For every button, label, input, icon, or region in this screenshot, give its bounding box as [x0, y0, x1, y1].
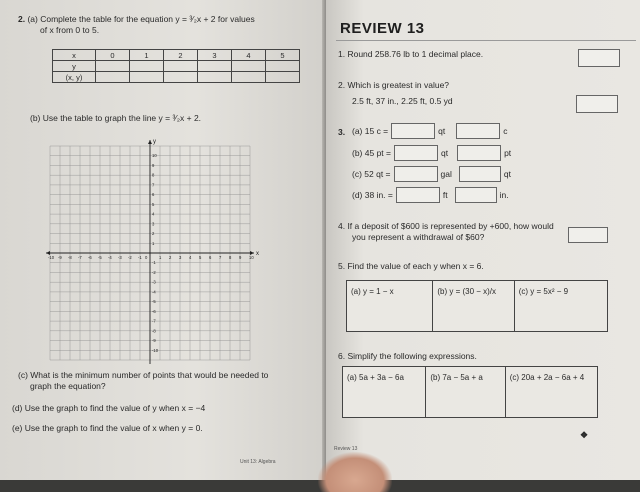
values-table [52, 49, 300, 83]
question-3c [352, 166, 511, 182]
answer-cell-5c[interactable]: (c) y = 5x² − 9 [518, 287, 569, 296]
table-row-label: y [53, 61, 96, 72]
table-input-cell[interactable] [266, 61, 300, 72]
x-tick-label: 9 [239, 255, 242, 260]
page-footer: Unit 13: Algebra [240, 459, 276, 465]
question-5: 5. Find the value of each y when x = 6. [338, 261, 484, 271]
table-row [53, 61, 300, 72]
question-2d: (d) Use the graph to find the value of y when x = −4 [12, 403, 206, 413]
x-tick-label: -5 [98, 255, 102, 260]
x-tick-label: 5 [199, 255, 202, 260]
title-divider [336, 40, 636, 41]
table-input-cell[interactable] [266, 72, 300, 83]
x-tick-label: -9 [58, 255, 62, 260]
y-tick-label: 9 [152, 162, 155, 168]
table-input-cell[interactable] [96, 61, 130, 72]
table-cell: 0 [96, 50, 130, 61]
x-tick-label: 8 [229, 255, 232, 260]
answer-cell-5a[interactable]: (a) y = 1 − x [347, 281, 433, 331]
table-cell: 5 [266, 50, 300, 61]
y-axis-arrow [148, 140, 152, 144]
conversion-label: (b) 45 pt = [352, 148, 391, 158]
question-number: 2. [18, 14, 26, 24]
unit-label: gal [440, 169, 452, 179]
tick-labels [48, 139, 259, 353]
x-tick-label: -6 [88, 255, 92, 260]
y-tick-label: 4 [152, 211, 155, 217]
y-tick-label: 1 [152, 240, 155, 246]
table-input-cell[interactable] [232, 61, 266, 72]
y-tick-label: -3 [152, 279, 156, 285]
answer-input[interactable] [456, 123, 500, 139]
answer-input[interactable] [459, 166, 501, 182]
unit-label: qt [440, 148, 449, 158]
question-2: 2. Which is greatest in value? [338, 80, 450, 90]
table-row [53, 50, 300, 61]
x-tick-label: -4 [108, 255, 112, 260]
y-tick-label: -5 [152, 299, 156, 305]
question-5-answer-grid [346, 280, 608, 332]
y-tick-label: 6 [152, 192, 155, 198]
y-tick-label: 8 [152, 172, 155, 178]
answer-box-2[interactable] [576, 95, 618, 113]
table-input-cell[interactable] [164, 61, 198, 72]
table-cell: 1 [130, 50, 164, 61]
question-2c-continued: graph the equation? [30, 381, 106, 391]
page-footer: Review 13 [334, 446, 358, 452]
answer-input[interactable] [394, 166, 438, 182]
table-input-cell[interactable] [198, 61, 232, 72]
question-2a [18, 14, 318, 24]
answer-input[interactable] [394, 145, 438, 161]
question-part-label: (a) [27, 14, 38, 24]
answer-input[interactable] [391, 123, 435, 139]
unit-label: qt [503, 169, 511, 179]
table-input-cell[interactable] [198, 72, 232, 83]
coordinate-grid[interactable] [44, 136, 259, 366]
answer-box-4[interactable] [568, 227, 608, 243]
y-tick-label: -9 [152, 338, 156, 344]
y-tick-label: 10 [152, 153, 157, 159]
question-text-continued: of x from 0 to 5. [40, 25, 100, 35]
x-tick-label: 2 [169, 255, 172, 260]
table-row-label: x [53, 50, 96, 61]
conversion-label: (c) 52 qt = [352, 169, 391, 179]
answer-cell-6b[interactable]: (b) 7a − 5a + a [426, 367, 505, 417]
unit-label: qt [438, 126, 446, 136]
table-input-cell[interactable] [232, 72, 266, 83]
answer-input[interactable] [455, 187, 497, 203]
y-tick-label: 3 [152, 221, 155, 227]
question-3d [352, 187, 509, 203]
x-tick-label: -10 [48, 255, 55, 260]
table-cell: 2 [164, 50, 198, 61]
question-1: 1. Round 258.76 lb to 1 decimal place. [338, 49, 484, 59]
unit-label: c [503, 126, 508, 136]
table-input-cell[interactable] [130, 72, 164, 83]
y-tick-label: -4 [152, 289, 156, 295]
thumb-shadow [318, 452, 392, 492]
question-4-continued: you represent a withdrawal of $60? [352, 232, 485, 242]
table-row [53, 72, 300, 83]
y-tick-label: 5 [152, 201, 155, 207]
x-tick-label: 3 [179, 255, 182, 260]
y-tick-label: 7 [152, 182, 155, 188]
conversion-label: (d) 38 in. = [352, 190, 393, 200]
x-tick-label: 6 [209, 255, 212, 260]
answer-box-1[interactable] [578, 49, 620, 67]
table-cell: 4 [232, 50, 266, 61]
question-6: 6. Simplify the following expressions. [338, 351, 477, 361]
question-2e: (e) Use the graph to find the value of x when y = 0. [12, 423, 203, 433]
table-input-cell[interactable] [130, 61, 164, 72]
question-text: Complete the table for the equation y = ³⁄₂x + 2 for values [40, 14, 255, 24]
table-row-label: (x, y) [53, 72, 96, 83]
question-2-options: 2.5 ft, 37 in., 2.25 ft, 0.5 yd [352, 96, 453, 106]
y-axis-label: y [153, 139, 156, 145]
answer-cell-6c[interactable]: (c) 20a + 2a − 6a + 4 [509, 373, 585, 382]
left-page [0, 0, 326, 480]
x-axis-label: x [256, 251, 259, 257]
unit-label: ft [442, 190, 448, 200]
origin-label: 0 [145, 255, 148, 260]
conversion-label: (a) 15 c = [352, 126, 389, 136]
question-6-answer-grid [342, 366, 598, 418]
x-tick-label: -1 [138, 255, 142, 260]
unit-label: pt [504, 148, 512, 158]
x-tick-label: 4 [189, 255, 192, 260]
x-tick-label: 1 [159, 255, 162, 260]
x-tick-label: -8 [68, 255, 72, 260]
y-tick-label: -6 [152, 308, 156, 314]
x-tick-label: 7 [219, 255, 222, 260]
x-tick-label: 10 [249, 255, 254, 260]
y-tick-label: 2 [152, 231, 155, 237]
page-title: REVIEW 13 [340, 20, 425, 37]
unit-label: in. [499, 190, 509, 200]
question-2c: (c) What is the minimum number of points that would be needed to [18, 370, 269, 380]
x-tick-label: -7 [78, 255, 82, 260]
y-tick-label: -7 [152, 318, 156, 324]
y-tick-label: -1 [152, 260, 156, 266]
table-cell: 3 [198, 50, 232, 61]
axes [46, 140, 254, 364]
question-3b [352, 145, 511, 161]
answer-input[interactable] [396, 187, 440, 203]
y-tick-label: -2 [152, 269, 156, 275]
x-tick-label: -3 [118, 255, 122, 260]
question-2b: (b) Use the table to graph the line y = ³⁄₂x + 2. [30, 113, 202, 123]
table-input-cell[interactable] [164, 72, 198, 83]
y-tick-label: -8 [152, 328, 156, 334]
table-input-cell[interactable] [96, 72, 130, 83]
question-3-number: 3. [338, 127, 346, 137]
x-tick-label: -2 [128, 255, 132, 260]
answer-cell-6a[interactable]: (a) 5a + 3a − 6a [343, 367, 426, 417]
answer-cell-5b[interactable]: (b) y = (30 − x)/x [433, 281, 514, 331]
question-3a [352, 123, 508, 139]
y-tick-label: -10 [152, 347, 159, 353]
logo-icon: ❖ [580, 430, 589, 440]
answer-input[interactable] [457, 145, 501, 161]
question-4: 4. If a deposit of $600 is represented by +600, how would [338, 221, 554, 231]
